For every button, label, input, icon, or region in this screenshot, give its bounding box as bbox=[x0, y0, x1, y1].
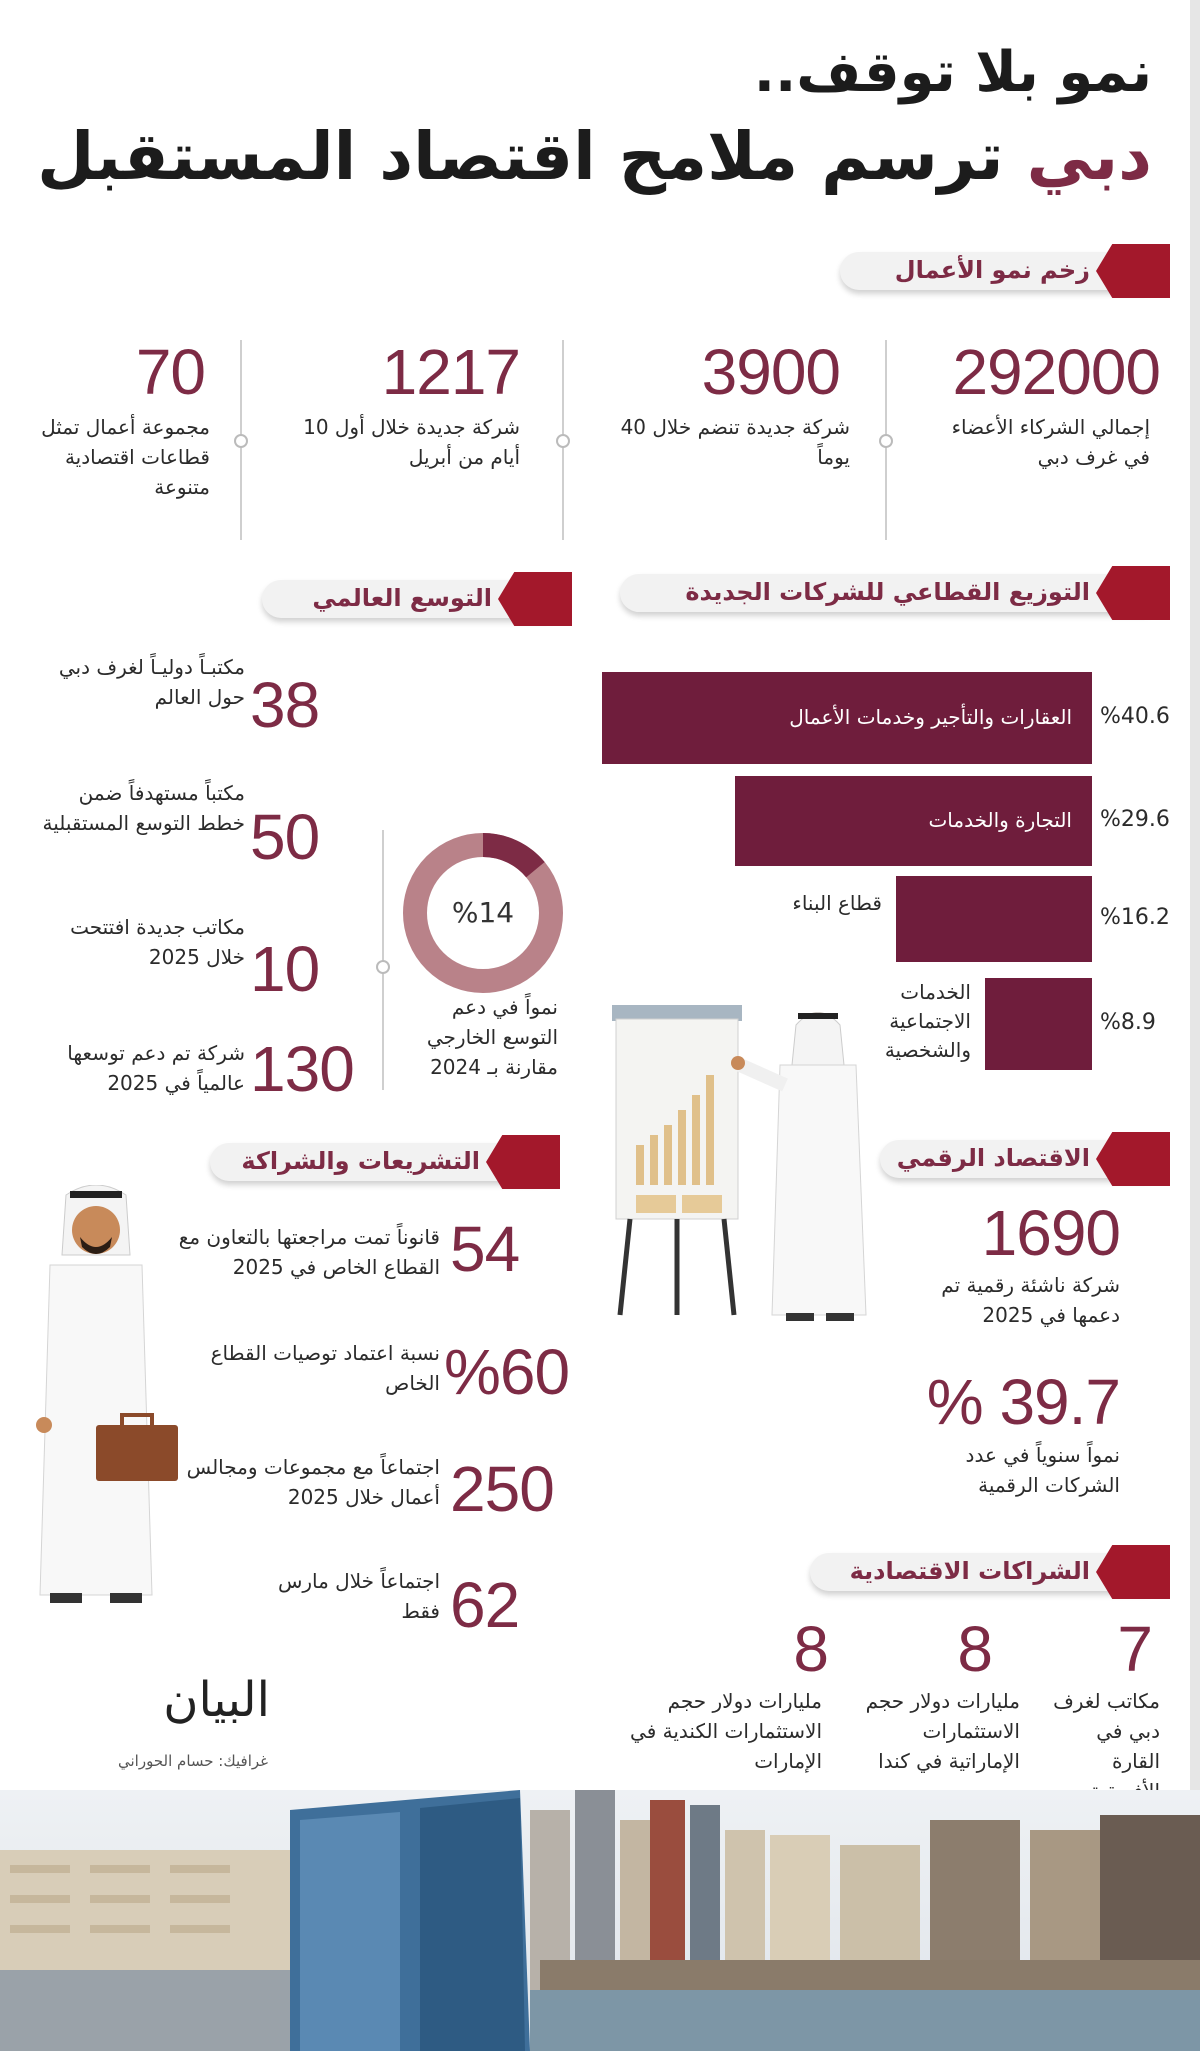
section-header-partnerships bbox=[800, 1545, 1170, 1599]
stat-desc: اجتماعاً مع مجموعات ومجالس أعمال خلال 2025 bbox=[186, 1455, 440, 1509]
bar-value-label: %16.2 bbox=[1100, 905, 1170, 930]
donut-desc: نمواً في دعم التوسع الخارجي مقارنة بـ 2024 bbox=[426, 995, 558, 1079]
section-header-growth bbox=[830, 244, 1170, 298]
section-header-digital bbox=[870, 1132, 1170, 1186]
divider bbox=[885, 340, 887, 540]
donut-label: %14 bbox=[451, 896, 515, 929]
stat-value: 70 bbox=[135, 336, 205, 408]
stat-value: 38 bbox=[250, 669, 320, 741]
section-header-legislation bbox=[200, 1135, 560, 1189]
divider bbox=[382, 830, 384, 1090]
bar-category-label: العقارات والتأجير وخدمات الأعمال bbox=[789, 705, 1072, 729]
stat-desc: شركة جديدة خلال أول 10 أيام من أبريل bbox=[303, 415, 520, 469]
stat-desc: شركة تم دعم توسعها عالمياً في 2025 bbox=[67, 1041, 245, 1095]
bar-value-label: %40.6 bbox=[1100, 704, 1170, 729]
stat-desc: إجمالي الشركاء الأعضاء في غرف دبي bbox=[951, 415, 1150, 469]
stat-value: 7 bbox=[1117, 1613, 1152, 1685]
stat-value: 54 bbox=[450, 1213, 520, 1285]
section-title: الاقتصاد الرقمي bbox=[896, 1144, 1090, 1172]
title-highlight: دبي bbox=[1026, 118, 1152, 195]
stat-desc: مجموعة أعمال تمثل قطاعات اقتصادية متنوعة bbox=[41, 415, 210, 499]
stat-value: 62 bbox=[450, 1569, 520, 1641]
stat-desc: اجتماعاً خلال مارس فقط bbox=[277, 1569, 440, 1623]
brand-logo: البيان bbox=[163, 1672, 270, 1728]
title-rest: ترسم ملامح اقتصاد المستقبل bbox=[37, 118, 1004, 195]
stat-value: 8 bbox=[793, 1613, 828, 1685]
stat-desc: مليارات دولار حجم الاستثمارات الإماراتية في كندا bbox=[865, 1689, 1020, 1773]
section-header-sectors bbox=[610, 566, 1170, 620]
divider bbox=[562, 340, 564, 540]
title-line-2 bbox=[37, 118, 1152, 195]
stat-value: 8 bbox=[957, 1613, 992, 1685]
stat-desc: قانوناً تمت مراجعتها بالتعاون مع القطاع الخاص في 2025 bbox=[178, 1225, 440, 1279]
section-title: التشريعات والشراكة bbox=[241, 1147, 480, 1175]
dubai-skyline-photo bbox=[0, 1790, 1200, 2051]
section-header-global bbox=[252, 572, 572, 626]
stat-value: 10 bbox=[250, 933, 320, 1005]
stat-desc: مكتباً مستهدفاً ضمن خطط التوسع المستقبلية bbox=[42, 781, 245, 835]
stat-value: 1690 bbox=[981, 1197, 1120, 1269]
presenter-illustration bbox=[600, 995, 900, 1330]
stat-desc: مليارات دولار حجم الاستثمارات الكندية في الإمارات bbox=[630, 1689, 822, 1773]
stat-desc: شركة جديدة تنضم خلال 40 يوماً bbox=[620, 415, 850, 469]
stat-value: 292000 bbox=[952, 336, 1160, 408]
stat-desc: مكتبـاً دوليـاً لغرف دبي حول العالم bbox=[58, 655, 245, 709]
stat-desc: نسبة اعتماد توصيات القطاع الخاص bbox=[210, 1341, 440, 1395]
graphic-credit: غرافيك: حسام الحوراني bbox=[118, 1752, 268, 1770]
stat-desc: مكاتب جديدة افتتحت خلال 2025 bbox=[70, 915, 245, 969]
bar-category-label: الخدمات الاجتماعية والشخصية bbox=[884, 980, 971, 1062]
section-title: زخم نمو الأعمال bbox=[894, 256, 1090, 284]
stat-desc: شركة ناشئة رقمية تم دعمها في 2025 bbox=[941, 1273, 1120, 1327]
stat-value: % 39.7 bbox=[926, 1366, 1120, 1438]
bar bbox=[896, 876, 1092, 962]
bar-value-label: %8.9 bbox=[1100, 1010, 1156, 1035]
title-line-1: نمو بلا توقف.. bbox=[753, 40, 1152, 105]
bar-value-label: %29.6 bbox=[1100, 807, 1170, 832]
stat-value: 3900 bbox=[701, 336, 840, 408]
bar bbox=[985, 978, 1092, 1070]
bar-category-label: التجارة والخدمات bbox=[928, 808, 1072, 832]
stat-desc: مكاتب لغرف دبي في القارة bbox=[1053, 1689, 1160, 1773]
section-title: التوسع العالمي bbox=[312, 584, 492, 612]
section-title: التوزيع القطاعي للشركات الجديدة bbox=[685, 578, 1090, 606]
bar-category-label: قطاع البناء bbox=[792, 891, 882, 915]
stat-value: 50 bbox=[250, 801, 320, 873]
stat-desc: نمواً سنوياً في عدد الشركات الرقمية bbox=[965, 1443, 1120, 1497]
stat-value: 130 bbox=[250, 1033, 354, 1105]
stat-value: %60 bbox=[444, 1336, 570, 1408]
stat-value: 1217 bbox=[381, 336, 520, 408]
divider bbox=[240, 340, 242, 540]
stat-value: 250 bbox=[450, 1453, 554, 1525]
section-title: الشراكات الاقتصادية bbox=[849, 1557, 1090, 1585]
page-edge bbox=[1190, 0, 1200, 2051]
